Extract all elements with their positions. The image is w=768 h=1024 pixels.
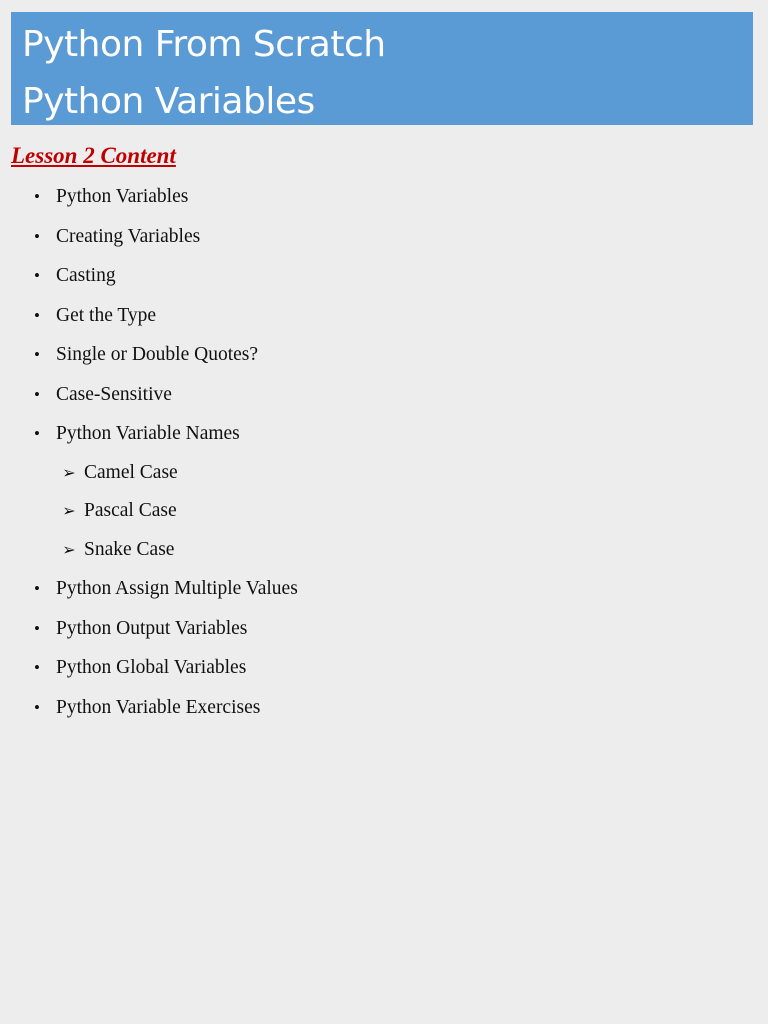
list-item-label: Python Variable Names xyxy=(56,423,240,444)
list-item xyxy=(0,177,298,217)
bullet-dot-icon: • xyxy=(34,658,40,677)
bullet-dot-icon: • xyxy=(34,579,40,598)
list-item-label: Python Variable Exercises xyxy=(56,696,261,718)
list-item xyxy=(0,256,298,296)
bullet-dot-icon: • xyxy=(34,384,40,404)
lesson-content-list xyxy=(0,177,298,727)
list-item xyxy=(0,375,298,415)
bullet-dot-icon: • xyxy=(34,697,40,717)
list-item-label: Casting xyxy=(56,265,116,286)
list-item-label: Get the Type xyxy=(56,304,157,326)
bullet-dot-icon: • xyxy=(34,305,40,325)
bullet-dot-icon: • xyxy=(34,187,40,206)
title-banner xyxy=(11,12,753,125)
list-item-label: Python Assign Multiple Values xyxy=(56,578,298,599)
bullet-dot-icon: • xyxy=(34,266,40,285)
list-item-label: Creating Variables xyxy=(56,225,201,247)
sub-list-item-label: Camel Case xyxy=(84,461,178,483)
list-item-label: Case-Sensitive xyxy=(56,383,172,405)
bullet-dot-icon: • xyxy=(34,618,40,638)
list-item xyxy=(0,648,298,688)
bullet-dot-icon: • xyxy=(34,345,40,364)
list-item xyxy=(0,217,298,257)
bullet-dot-icon: • xyxy=(34,424,40,443)
arrow-bullet-icon: ➢ xyxy=(62,501,76,520)
list-item-label: Python Variables xyxy=(56,186,189,207)
bullet-dot-icon: • xyxy=(34,226,40,246)
arrow-bullet-icon: ➢ xyxy=(62,539,76,559)
lesson-content-heading: Lesson 2 Content xyxy=(11,143,176,168)
list-item xyxy=(0,414,298,454)
arrow-bullet-icon: ➢ xyxy=(62,462,76,482)
list-item-label: Single or Double Quotes? xyxy=(56,344,259,365)
sub-list-item xyxy=(0,492,298,531)
list-item xyxy=(0,688,298,728)
list-item-label: Python Output Variables xyxy=(56,617,248,639)
list-item-label: Python Global Variables xyxy=(56,657,247,678)
course-title: Python From Scratch xyxy=(22,24,386,65)
sub-list-item-label: Snake Case xyxy=(84,538,175,560)
sub-list-item xyxy=(0,531,298,570)
list-item xyxy=(0,609,298,649)
list-item xyxy=(0,296,298,336)
sub-list-item xyxy=(0,454,298,493)
sub-list-item-label: Pascal Case xyxy=(84,500,177,521)
list-item xyxy=(0,569,298,609)
list-item xyxy=(0,335,298,375)
lesson-title: Python Variables xyxy=(22,81,315,122)
